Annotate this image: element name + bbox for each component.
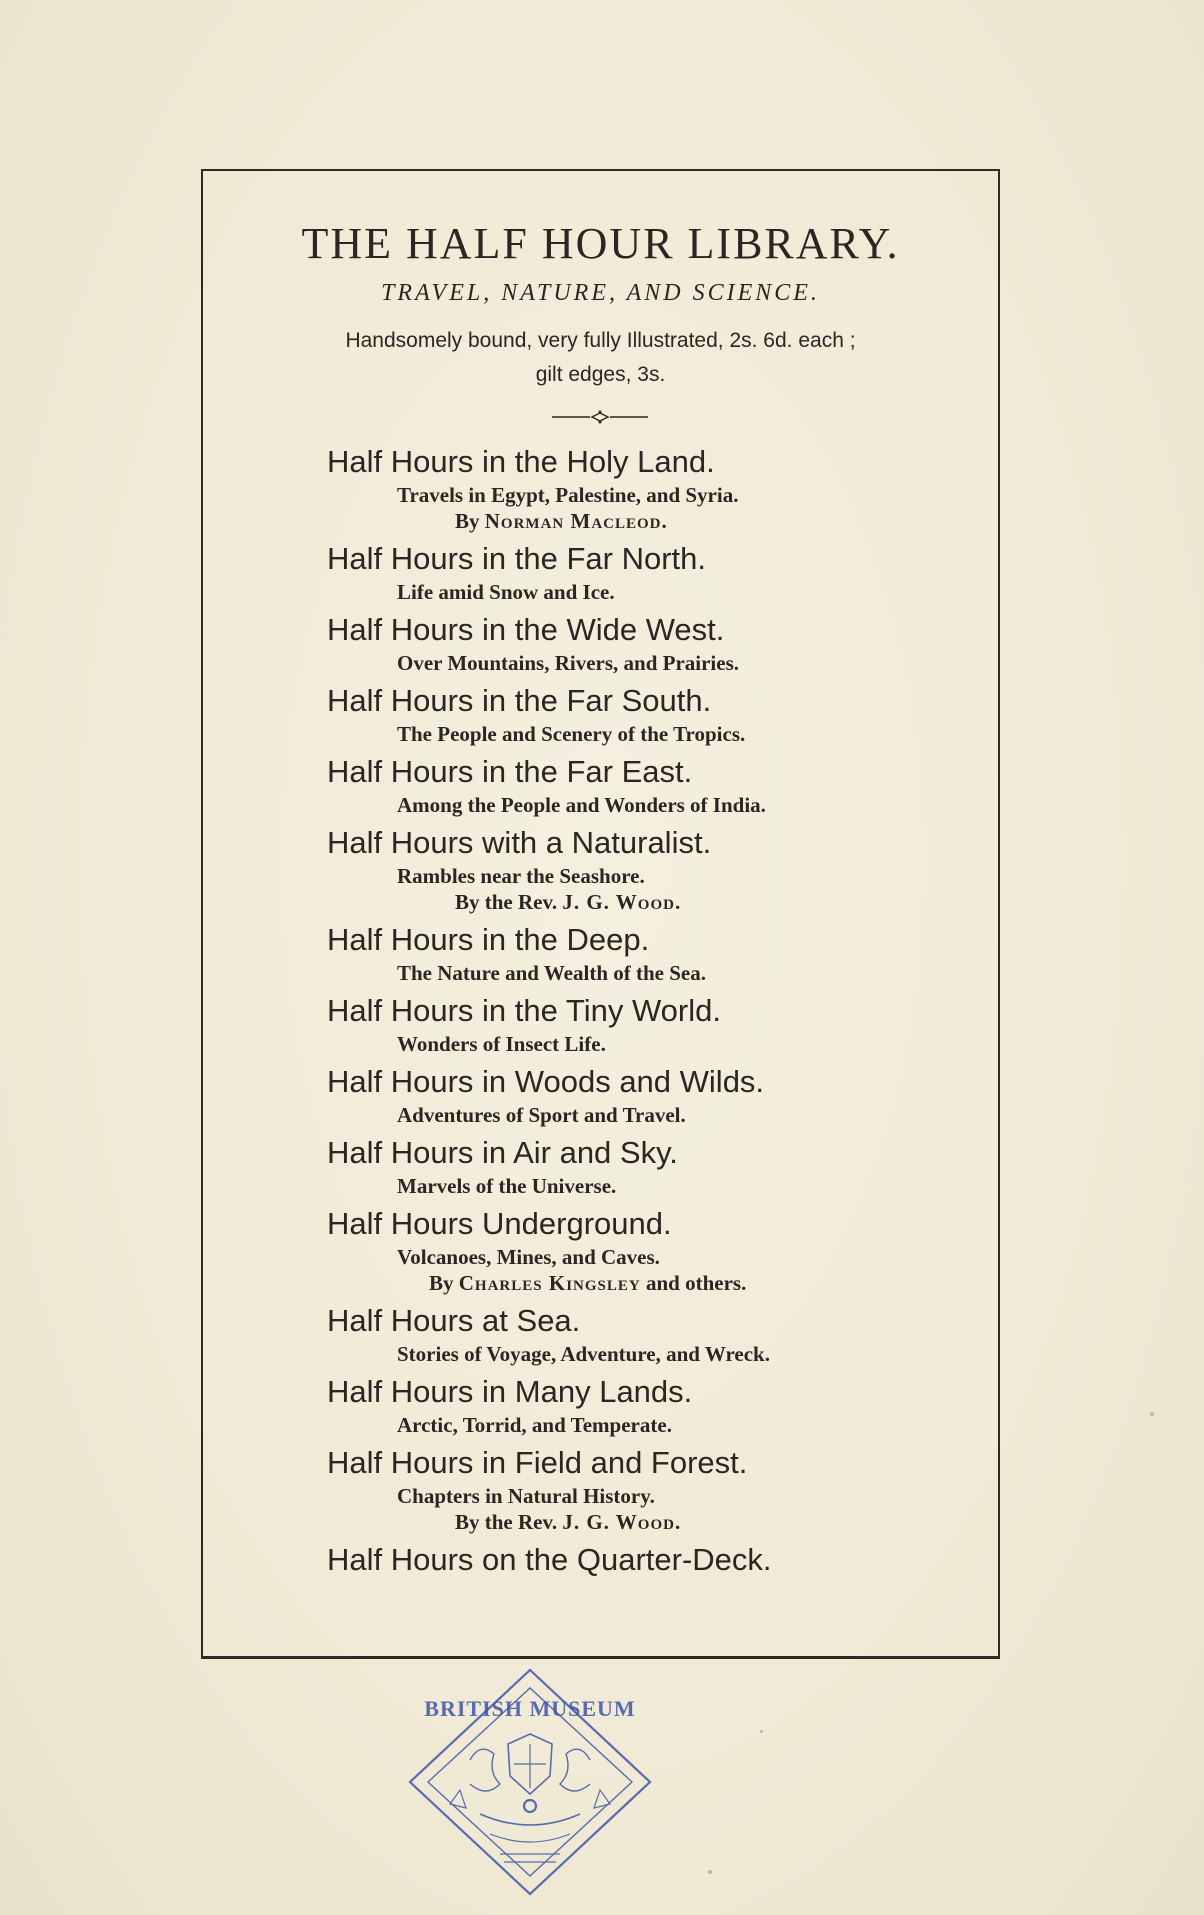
author-name: Norman Macleod. — [484, 509, 668, 533]
book-entry — [327, 442, 967, 534]
series-subtitle: TRAVEL, NATURE, AND SCIENCE. — [381, 280, 820, 306]
book-title: Half Hours in Many Lands. — [327, 1374, 693, 1409]
book-title: Half Hours in the Far South. — [327, 683, 712, 718]
book-title: Half Hours in the Far North. — [327, 541, 707, 576]
author-name: J. G. Wood. — [562, 1510, 682, 1534]
book-entry — [327, 681, 967, 747]
museum-stamp — [380, 1664, 680, 1900]
book-subtitle: Adventures of Sport and Travel. — [397, 1103, 686, 1127]
book-subtitle: Stories of Voyage, Adventure, and Wreck. — [397, 1342, 770, 1366]
book-subtitle: Marvels of the Universe. — [397, 1174, 617, 1198]
author-name: Charles Kingsley — [458, 1271, 641, 1295]
stamp-text: BRITISH MUSEUM — [424, 1696, 636, 1721]
book-title: Half Hours in Air and Sky. — [327, 1135, 678, 1170]
divider-ornament-icon — [552, 410, 648, 424]
paper-speck — [708, 1870, 712, 1874]
page-title: THE HALF HOUR LIBRARY. — [301, 219, 900, 268]
author-suffix: and others. — [640, 1271, 747, 1295]
author-prefix: By the Rev. — [455, 1510, 563, 1534]
book-entry — [327, 1062, 967, 1128]
book-entry — [327, 1372, 967, 1438]
book-subtitle: Over Mountains, Rivers, and Prairies. — [397, 651, 740, 675]
book-entry — [327, 1540, 967, 1580]
book-author — [327, 889, 967, 915]
book-entry — [327, 823, 967, 915]
book-title: Half Hours in Field and Forest. — [327, 1445, 748, 1480]
book-subtitle: Chapters in Natural History. — [397, 1484, 655, 1508]
book-title: Half Hours with a Naturalist. — [327, 825, 712, 860]
book-title: Half Hours in the Tiny World. — [327, 993, 721, 1028]
book-title: Half Hours at Sea. — [327, 1303, 581, 1338]
book-entry — [327, 752, 967, 818]
book-entry — [327, 1204, 967, 1296]
author-prefix: By — [455, 509, 485, 533]
paper-speck — [760, 1730, 763, 1733]
book-subtitle: Arctic, Torrid, and Temperate. — [397, 1413, 672, 1437]
book-subtitle: Travels in Egypt, Palestine, and Syria. — [397, 483, 739, 507]
book-entry — [327, 610, 967, 676]
book-author — [327, 1509, 967, 1535]
book-title: Half Hours in the Wide West. — [327, 612, 725, 647]
book-list — [327, 442, 967, 1585]
book-subtitle: The Nature and Wealth of the Sea. — [397, 961, 706, 985]
book-subtitle: The People and Scenery of the Tropics. — [397, 722, 746, 746]
book-title: Half Hours Underground. — [327, 1206, 672, 1241]
book-subtitle: Life amid Snow and Ice. — [397, 580, 615, 604]
author-prefix: By the Rev. — [455, 890, 563, 914]
book-entry — [327, 1133, 967, 1199]
binding-note — [201, 324, 1000, 392]
author-name: J. G. Wood. — [562, 890, 682, 914]
author-prefix: By — [429, 1271, 459, 1295]
binding-line-2: gilt edges, 3s. — [535, 363, 666, 386]
book-title: Half Hours on the Quarter-Deck. — [327, 1542, 772, 1577]
book-subtitle: Wonders of Insect Life. — [397, 1032, 606, 1056]
book-title: Half Hours in the Holy Land. — [327, 444, 715, 479]
book-entry — [327, 539, 967, 605]
book-title: Half Hours in Woods and Wilds. — [327, 1064, 765, 1099]
book-author — [327, 508, 967, 534]
binding-line-1: Handsomely bound, very fully Illustrated, 2s. 6d. each ; — [345, 329, 856, 352]
book-author — [327, 1270, 967, 1296]
book-title: Half Hours in the Far East. — [327, 754, 693, 789]
book-entry — [327, 991, 967, 1057]
book-subtitle: Rambles near the Seashore. — [397, 864, 645, 888]
book-title: Half Hours in the Deep. — [327, 922, 650, 957]
paper-speck — [1150, 1412, 1154, 1416]
book-entry — [327, 1443, 967, 1535]
book-entry — [327, 920, 967, 986]
book-entry — [327, 1301, 967, 1367]
book-subtitle: Volcanoes, Mines, and Caves. — [397, 1245, 660, 1269]
book-subtitle: Among the People and Wonders of India. — [397, 793, 766, 817]
